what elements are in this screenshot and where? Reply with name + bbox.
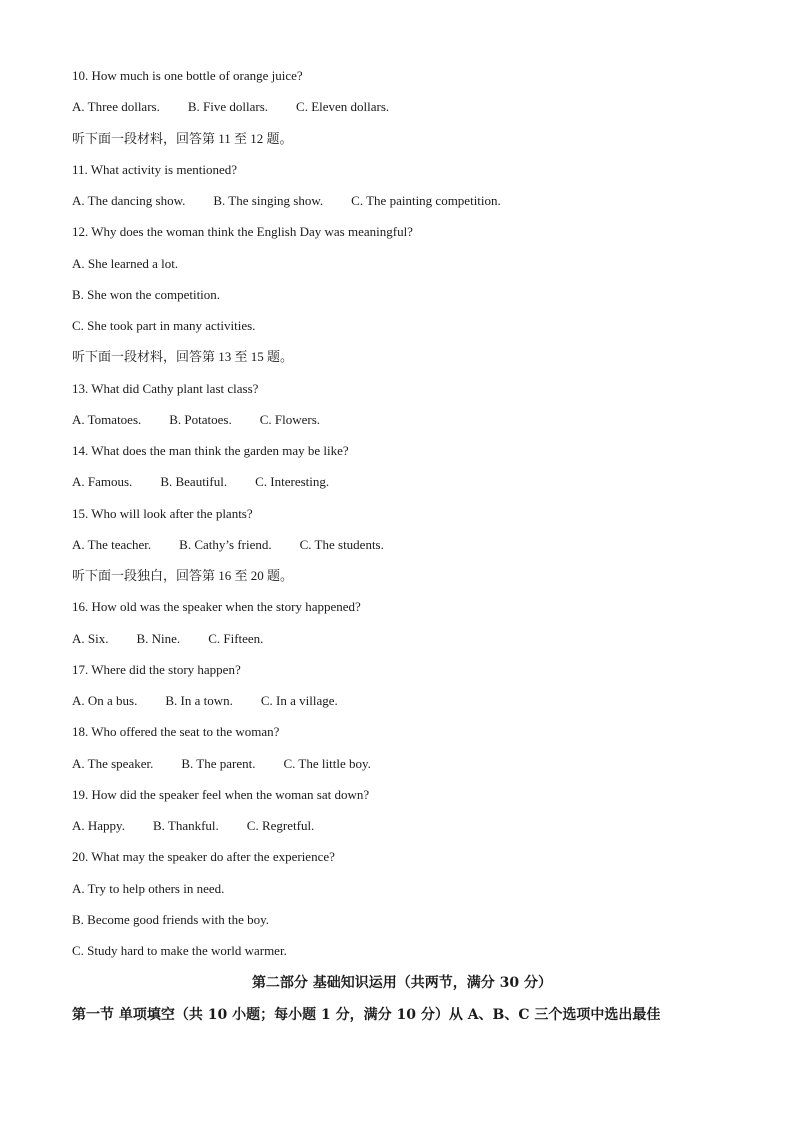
answer-option: B. Potatoes. (169, 411, 232, 427)
answer-option: B. Cathy’s friend. (179, 536, 272, 552)
answer-option: C. Fifteen. (208, 630, 264, 646)
answer-option: C. The little boy. (283, 755, 371, 771)
answer-option: C. Interesting. (255, 474, 330, 490)
question-text: 10. How much is one bottle of orange juice? (72, 68, 303, 83)
answer-option: C. In a village. (260, 693, 338, 708)
answer-option: C. The students. (299, 536, 384, 552)
answer-option: B. Five dollars. (187, 99, 269, 115)
answer-option: A. The dancing show. (72, 193, 186, 208)
question-text: 20. What may the speaker do after the experience? (72, 849, 335, 865)
answer-options (72, 629, 732, 660)
question-text: 12. Why does the woman think the English Day was meaningful? (72, 224, 413, 240)
listening-instruction: 听下面一段材料，回答第 13 至 15 题。 (72, 349, 294, 365)
answer-options (72, 754, 732, 785)
question-list (72, 66, 732, 972)
answer-options (72, 410, 732, 441)
answer-option: C. Eleven dollars. (296, 99, 390, 115)
answer-options (72, 691, 732, 722)
listening-instruction: 听下面一段材料，回答第 11 至 12 题。 (72, 130, 293, 146)
answer-option: C. Flowers. (259, 411, 321, 427)
answer-option: A. Tomatoes. (72, 411, 142, 427)
question-text: 16. How old was the speaker when the story happened? (72, 599, 361, 615)
answer-options (72, 191, 732, 222)
answer-option: B. In a town. (165, 693, 233, 708)
answer-options (72, 535, 732, 566)
answer-option: A. Six. (72, 630, 109, 646)
part-title: 第二部分 基础知识运用（共两节，满分 30 分） (251, 975, 553, 992)
answer-option: B. Thankful. (152, 818, 219, 833)
answer-option: B. The singing show. (213, 193, 324, 208)
question-text: A. Try to help others in need. (72, 880, 225, 896)
question-text: 14. What does the man think the garden may be like? (72, 443, 349, 458)
question-text: 11. What activity is mentioned? (72, 161, 237, 177)
answer-option: C. The painting competition. (351, 193, 501, 208)
question-text: 18. Who offered the seat to the woman? (72, 724, 280, 740)
answer-option: B. Nine. (136, 630, 181, 646)
answer-options (72, 97, 732, 128)
section-title: 第一节 单项填空（共 10 小题；每小题 1 分，满分 10 分）从 A、B、C 三个选项中选出最佳 (72, 1007, 661, 1024)
listening-instruction: 听下面一段独白，回答第 16 至 20 题。 (72, 568, 294, 583)
question-text: A. She learned a lot. (72, 255, 179, 271)
question-text: 13. What did Cathy plant last class? (72, 380, 259, 396)
question-text: 15. Who will look after the plants? (72, 505, 253, 521)
question-text: C. Study hard to make the world warmer. (72, 943, 287, 958)
answer-option: A. Happy. (72, 818, 125, 833)
answer-option: C. Regretful. (246, 818, 315, 833)
answer-options (72, 472, 732, 503)
answer-option: A. Famous. (72, 474, 133, 490)
page-content (72, 66, 732, 1034)
answer-option: A. The speaker. (72, 755, 154, 771)
answer-option: A. On a bus. (72, 693, 138, 708)
question-text: 17. Where did the story happen? (72, 661, 241, 677)
answer-option: A. The teacher. (72, 536, 152, 552)
question-text: C. She took part in many activities. (72, 318, 256, 333)
answer-options (72, 816, 732, 847)
answer-option: B. The parent. (181, 755, 256, 771)
question-text: 19. How did the speaker feel when the woman sat down? (72, 786, 370, 802)
answer-option: B. Beautiful. (160, 474, 228, 490)
question-text: B. She won the competition. (72, 286, 221, 302)
question-text: B. Become good friends with the boy. (72, 911, 270, 927)
answer-option: A. Three dollars. (72, 99, 160, 115)
